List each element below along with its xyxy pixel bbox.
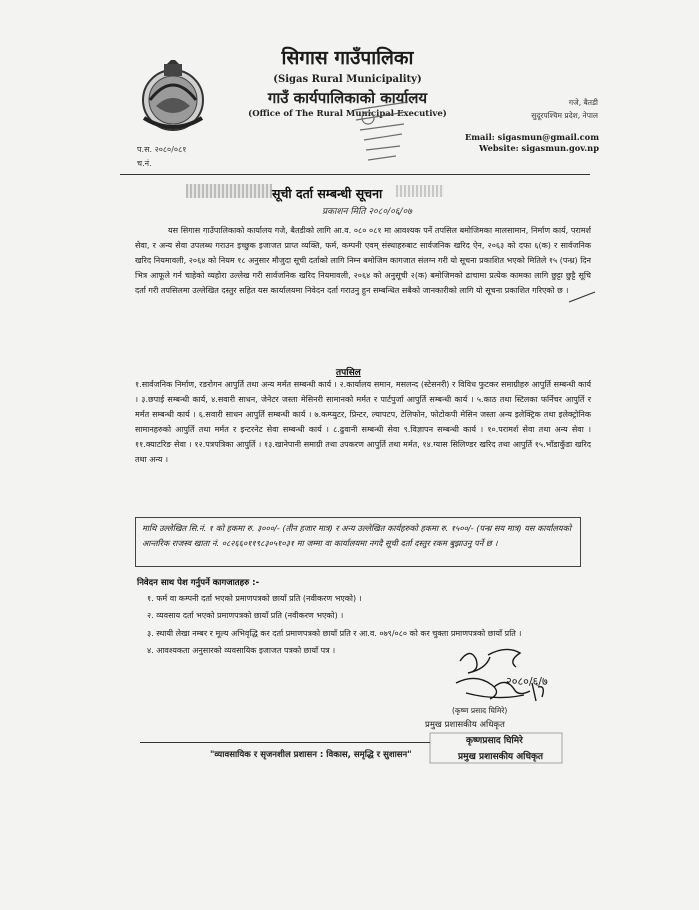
seal-line-2: प्रमुख प्रशासकीय अधिकृत [458, 752, 544, 762]
contact-info [465, 132, 599, 154]
office-stamp-icon [348, 100, 414, 170]
documents-heading: निवेदन साथ पेश गर्नुपर्ने कागजातहरु :- [137, 578, 260, 588]
office-location [531, 96, 598, 122]
org-name-nepali: सिगास गाउँपालिका [281, 47, 414, 69]
org-name-english: (Sigas Rural Municipality) [273, 74, 422, 85]
redacted-mark-right [396, 185, 444, 197]
list-item: ३. स्थायी लेखा नम्बर र मूल्य अभिवृद्धि कर दर्ता प्रमाणपत्रको छायाँ प्रति र आ.व. ०७९/०८० को कर चुक्ता प्रमाणपत्रको छायाँ प्रति । [147, 628, 522, 638]
footer-divider [140, 742, 430, 743]
schedule-body: १.सार्वजनिक निर्माण, रङरोगन आपुर्ति तथा अन्य मर्मत सम्बन्धी कार्य । २.कार्यालय समान, मसलन्द (स्टेसनरी) र विविध फुटकर समाग्रीहरु आपुर्ति सम्बन्धी कार्य । ३.छपाई सम्बन्धी कार्य, ४.सवारी साधन, जेनेटर जस्ता मेसिनरी सामानको मर्मत र पार्टपुर्जा आपुर्ति सम्बन्धी कार्य । ५.काठ तथा स्टिलका फर्निचर आपुर्ति र मर्मत सम्बन्धी कार्य । ६.सवारी साधन आपुर्ति सम्बन्धी कार्य । ७.कम्प्युटर, प्रिन्टर, ल्यापटप, टेलिफोन, फोटोकपी मेसिन जस्ता अन्य इलेक्ट्रिक तथा इलेक्ट्रोनिक सामानहरुको आपुर्ति तथा मर्मत र इन्टरनेट सेवा सम्बन्धी कार्य । ८.ढुवानी सम्बन्धी सेवा ९.विज्ञापन सम्बन्धी कार्य । १०.परामर्श सेवा तथा अन्य सेवा । ११.क्याटरिङ सेवा । १२.पत्रपत्रिका आपुर्ति । १३.खानेपानी समाग्री तथा उपकरण आपुर्ति तथा मर्मत, १४.ग्यास सिलिण्डर खरिद तथा आपुर्ति १५.भाँडाकुँडा खरिद तथा अन्य । [135, 380, 591, 464]
reference-numbers [137, 143, 186, 171]
schedule-heading: तपसिल [336, 368, 361, 378]
seal-line-1: कृष्णप्रसाद घिमिरे [466, 736, 523, 746]
header-divider [120, 174, 590, 175]
signatory-designation: प्रमुख प्रशासकीय अधिकृत [425, 720, 505, 730]
fee-notice-box: माथि उल्लेखित सि.नं. १ को हकमा रु. ३०००/- (तीन हजार मात्र) र अन्य उल्लेखित कार्यहरुको हकमा रु. १५००/- (पन्ध्र सय मात्र) यस कार्यालयको आन्तरिक राजस्व खाता नं. ०८२६६०११९८३०५१०३१ मा जम्मा वा कार्यालयमा नगदै सूची दर्ता दस्तुर रकम बुझाउनु पर्ने छ । [135, 517, 581, 567]
ref-no: प.स. २०८०/०८१ [137, 145, 187, 154]
list-item: ४. आवश्यकता अनुसारको व्यवसायिक इजाजत पत्रको छायाँ पत्र । [147, 645, 336, 655]
list-item: २. व्यवसाय दर्ता भएको प्रमाणपत्रको छायाँ प्रति (नवीकरण भएको) । [147, 611, 344, 621]
pen-mark-icon [567, 290, 597, 304]
list-item: १. फर्म वा कम्पनी दर्ता भएको प्रमाणपत्रको छायाँ प्रति (नवीकरण भएको) । [147, 594, 362, 603]
published-date: प्रकाशन मिति २०८०/०६/०७ [322, 207, 412, 217]
notice-title: सूची दर्ता सम्बन्धी सूचना [272, 186, 383, 201]
official-seal-icon [428, 731, 564, 765]
footer-motto: "व्यावसायिक र सृजनशील प्रशासन : विकास, समृद्धि र सुशासन" [210, 750, 412, 760]
signature-date: २०८०/६/७ [506, 675, 548, 688]
email-text: Email: sigasmun@gmail.com [464, 132, 599, 142]
notice-body: यस सिगास गाउँपालिकाको कार्यालय गजे, बैतडीको लागि आ.व. ०८० ०८१ मा आवश्यक पर्ने तपसिल बमोजिमका मालसामान, निर्माण कार्य, परामर्श सेवा, र अन्य सेवा उपलब्ध गराउन इच्छुक इजाजत प्राप्त व्यक्ति, फर्म, कम्पनी एवम् संस्थाहरुबाट सार्वजनिक खरिद ऐन, २०६३ को दफा ६(क) र सार्वजनिक खरिद नियमावली, २०६४ को नियम १८ अनुसार मौजुदा सूची दर्ताको लागि निम्न बमोजिम कागजात संलग्न गरी यो सूचना प्रकाशित भएको मितिले १५ (पन्ध्र) दिन भित्र आफूले गर्न चाहेको व्यहोरा उल्लेख गरी सार्वजनिक खरिद नियमावली, २०६४ को अनुसूची २(क) बमोजिमको ढाचामा प्रत्येक कामका लागि छुट्टा छुट्टै सूचि दर्ता गरी तपसिलमा उल्लेखित दस्तुर सहित यस कार्यालयमा निवेदन दर्ता गराउनु हुन सम्बन्धित सबैको जानकारीको लागि यो सूचना प्रकाशित गरिएको छ । [135, 226, 591, 295]
office-name-english: (Office of The Rural Municipal Executive) [248, 109, 447, 119]
location-line-2: सुदूरपश्चिम प्रदेश, नेपाल [531, 111, 598, 120]
office-name-nepali: गाउँ कार्यपालिकाको कार्यालय [267, 89, 428, 107]
signatory-name: (कृष्ण प्रसाद घिमिरे) [452, 706, 508, 715]
location-line-1: गजे, बैतडी [568, 98, 598, 107]
dispatch-no: च.नं. [137, 159, 152, 168]
nepal-emblem-icon [136, 60, 210, 134]
signature-icon [446, 643, 556, 709]
redacted-mark-left [186, 184, 272, 198]
website-text: Website: sigasmun.gov.np [478, 143, 599, 153]
